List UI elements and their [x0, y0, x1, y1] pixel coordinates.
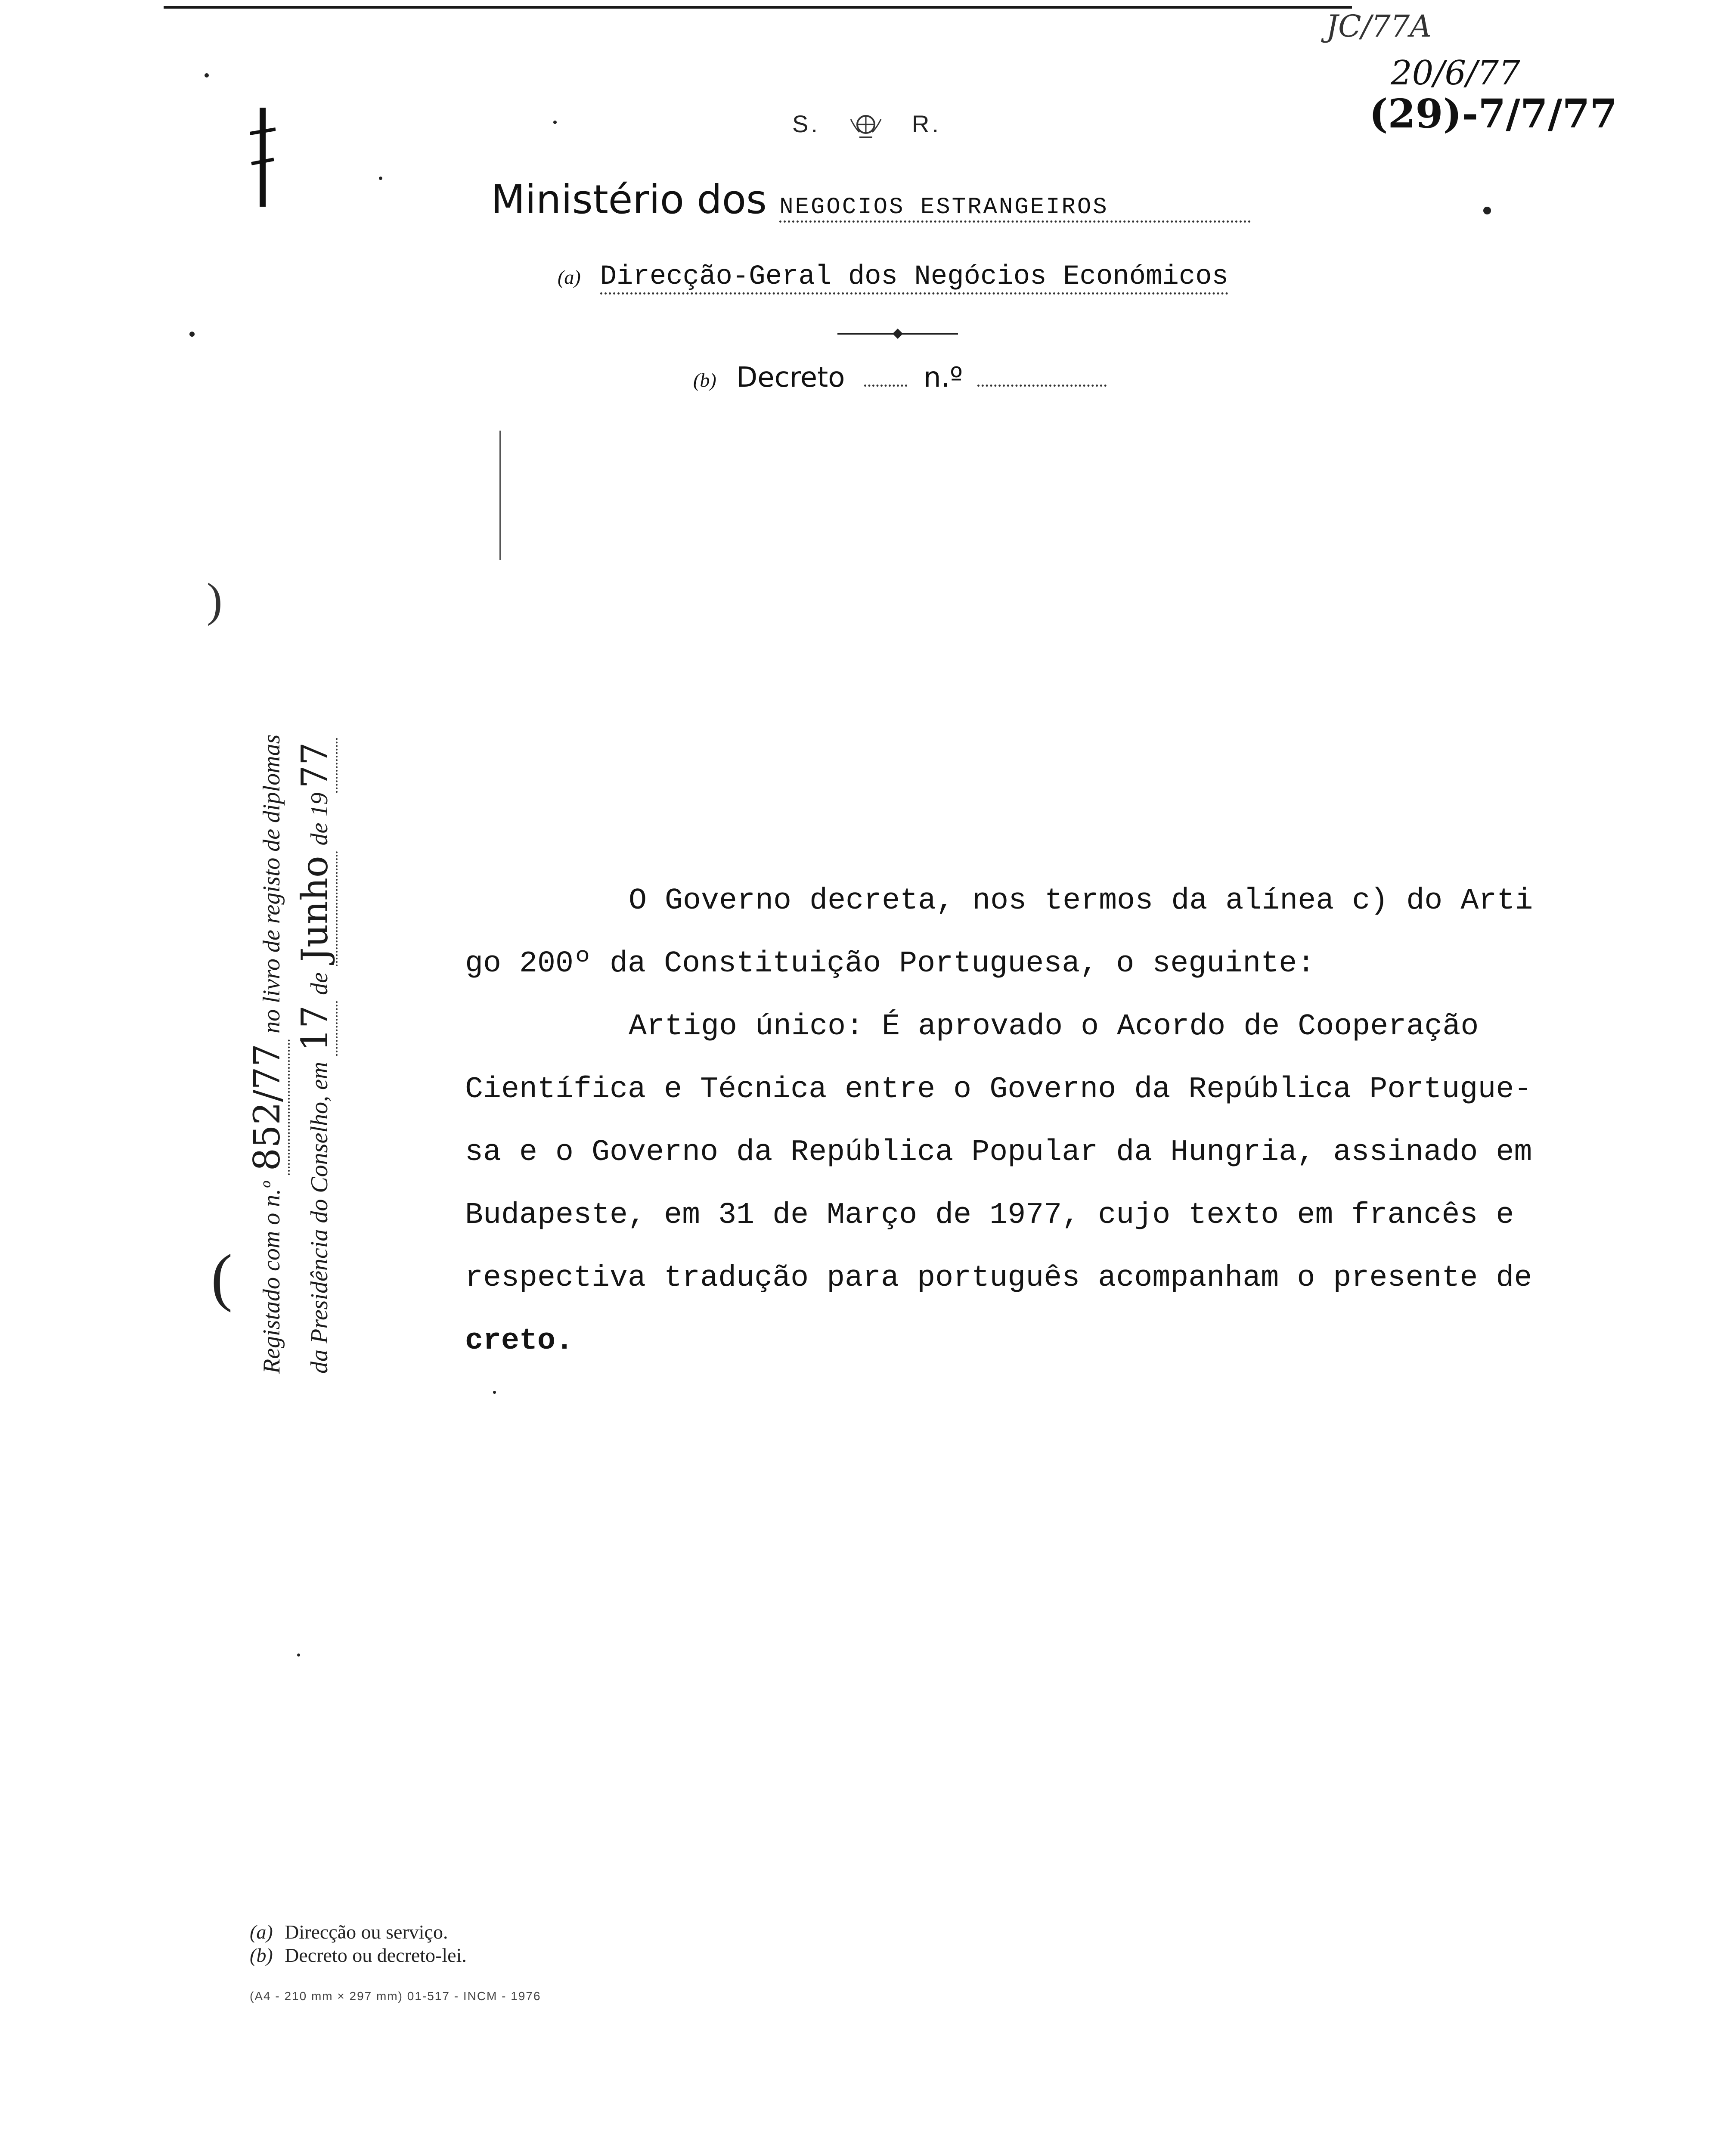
- decreto-type-blank: [864, 385, 907, 387]
- ink-mark-icon: [250, 108, 276, 207]
- scan-speck: [553, 121, 557, 124]
- decreto-number-blank: [977, 385, 1107, 387]
- footnote-a: [250, 1920, 467, 1944]
- direccao-name: Direcção-Geral dos Negócios Económicos: [600, 261, 1228, 295]
- registration-margin-note: [245, 555, 357, 1374]
- ornament-divider-icon: [837, 327, 958, 340]
- scan-speck: [493, 1391, 496, 1394]
- margin-paren-top: ): [207, 574, 223, 626]
- header-mark: [792, 110, 941, 141]
- decreto-line: [693, 362, 1107, 394]
- paragraph-2-line-6: creto.: [465, 1324, 574, 1358]
- ministry-line: [491, 177, 1251, 223]
- scan-speck: [1483, 207, 1491, 214]
- registration-de-label: de: [306, 972, 333, 995]
- paragraph-1-line-2: go 200º da Constituição Portuguesa, o seguinte:: [465, 947, 1315, 981]
- footnote-b-marker: (b): [250, 1944, 273, 1966]
- decree-body: [465, 870, 1559, 1373]
- header-letter-left: S.: [792, 110, 820, 137]
- registration-month: Junho: [294, 851, 338, 966]
- ministry-prefix: Ministério dos: [491, 177, 767, 223]
- print-reference: (A4 - 210 mm × 297 mm) 01-517 - INCM - 1976: [250, 1989, 541, 2003]
- registration-number: 852/77: [246, 1039, 290, 1176]
- footnote-b-text: Decreto ou decreto-lei.: [285, 1944, 467, 1966]
- margin-paren-bottom: (: [211, 1241, 232, 1313]
- decreto-footnote-marker: (b): [693, 369, 716, 391]
- header-letter-right: R.: [912, 110, 942, 137]
- top-rule: [164, 6, 1352, 9]
- handwritten-stamp: (29)-7/7/77: [1369, 90, 1618, 137]
- registration-year-prefix: de 19: [306, 792, 333, 846]
- registration-day: 17: [294, 1001, 338, 1056]
- fold-line: [499, 431, 501, 560]
- ministry-name: NEGOCIOS ESTRANGEIROS: [779, 194, 1251, 223]
- paragraph-2-line-2: Científica e Técnica entre o Governo da República Portugue-: [465, 1073, 1532, 1107]
- coat-of-arms-icon: [846, 111, 885, 141]
- direccao-footnote-marker: (a): [558, 266, 581, 288]
- paragraph-2-line-5: respectiva tradução para português acompanham o presente de: [465, 1261, 1532, 1295]
- footnotes: [250, 1920, 467, 1967]
- numero-label: n.º: [924, 362, 963, 394]
- scan-speck: [189, 332, 195, 337]
- handwritten-reference: JC/77A: [1326, 9, 1432, 44]
- registration-year: 77: [294, 738, 338, 793]
- footnote-a-marker: (a): [250, 1921, 273, 1943]
- decreto-label: Decreto: [736, 362, 845, 394]
- registration-label: Registado com o n.º: [258, 1181, 285, 1374]
- registration-presidency-label: da Presidência do Conselho, em: [306, 1061, 333, 1374]
- registration-line-2: [293, 555, 341, 1374]
- scan-speck: [205, 73, 209, 78]
- paragraph-2-line-4: Budapeste, em 31 de Março de 1977, cujo texto em francês e: [465, 1198, 1514, 1232]
- footnote-b: [250, 1944, 467, 1967]
- scan-speck: [297, 1654, 300, 1657]
- footnote-a-text: Direcção ou serviço.: [285, 1921, 448, 1943]
- scan-speck: [379, 177, 382, 180]
- handwritten-date: 20/6/77: [1391, 54, 1520, 93]
- paragraph-2-line-1: Artigo único: É aprovado o Acordo de Cooperação: [629, 1010, 1479, 1044]
- registration-book-label: no livro de registo de diplomas: [258, 734, 285, 1033]
- direccao-line: [558, 261, 1228, 292]
- paragraph-1-line-1: O Governo decreta, nos termos da alínea c) do Arti: [629, 884, 1533, 918]
- paragraph-2-line-3: sa e o Governo da República Popular da Hungria, assinado em: [465, 1135, 1532, 1170]
- registration-line-1: [245, 555, 293, 1374]
